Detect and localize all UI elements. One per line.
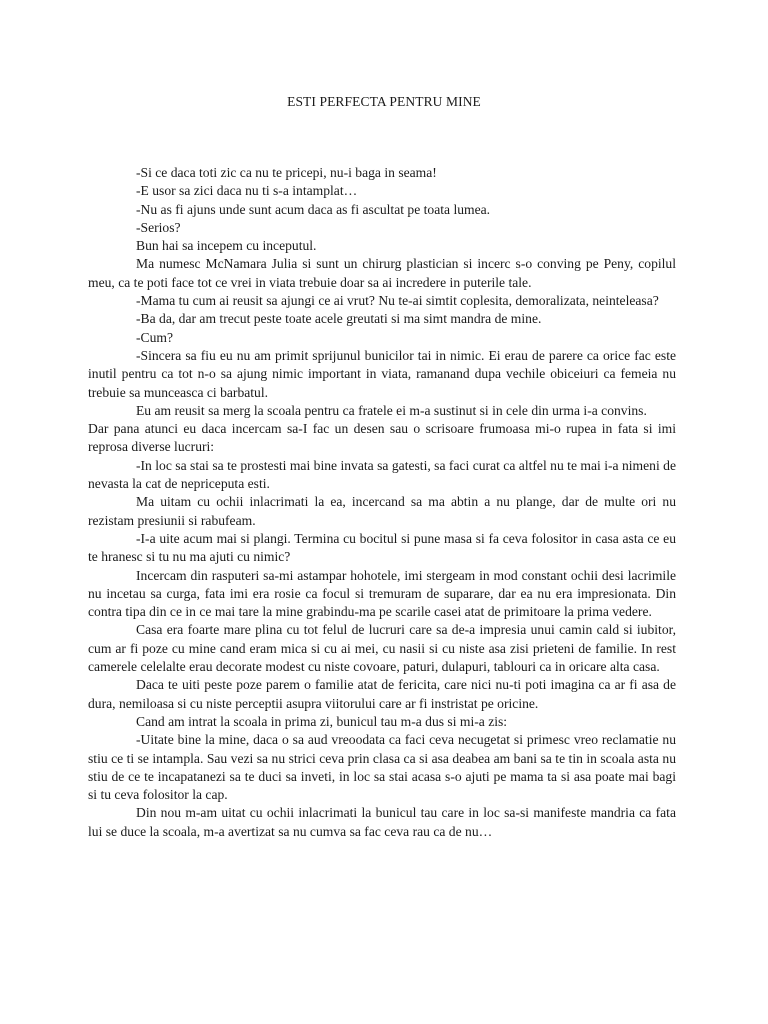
paragraph: -Si ce daca toti zic ca nu te pricepi, nu-i baga in seama!	[136, 165, 437, 180]
paragraph: -Uitate bine la mine, daca o sa aud vreoodata ca faci ceva necugetat si primesc vreo reclamatie nu stiu ce ti se intampla. Sau vezi sa nu strici ceva prin clasa ca si asa deabea am bani sa te tin in scoala asta nu stiu de ce te incapatanezi sa te duci sa inveti, in loc sa stai acasa s-o ajuti pe mama ta si asa poate mai bagi si tu ceva folositor la cap.	[88, 732, 676, 803]
paragraph: -Serios?	[136, 219, 181, 235]
document-title: ESTI PERFECTA PENTRU MINE	[287, 94, 481, 109]
paragraph: -Cum?	[136, 329, 173, 345]
paragraph: -Ba da, dar am trecut peste toate acele greutati si ma simt mandra de mine.	[136, 311, 542, 327]
paragraph: Din nou m-am uitat cu ochii inlacrimati la bunicul tau care in loc sa-si manifeste mandria ca fata lui se duce la scoala, m-a avertizat sa nu cumva sa fac ceva rau ca de nu…	[88, 805, 676, 839]
paragraph: Daca te uiti peste poze parem o familie atat de fericita, care nici nu-ti poti imagina ca ar fi asa de dura, nemiloasa si cu niste perceptii asupra viitorului care ar fi instristat pe oricine.	[88, 677, 676, 711]
paragraph: Cand am intrat la scoala in prima zi, bunicul tau m-a dus si mi-a zis:	[136, 713, 508, 729]
paragraph: -I-a uite acum mai si plangi. Termina cu bocitul si pune masa si fa ceva folositor in casa asta ce eu te hranesc si tu nu ma ajuti cu nimic?	[88, 530, 676, 565]
paragraph: Ma uitam cu ochii inlacrimati la ea, incercand sa ma abtin a nu plange, dar de multe ori nu rezistam presiunii si rabufeam.	[88, 494, 676, 528]
paragraph: -Mama tu cum ai reusit sa ajungi ce ai vrut? Nu te-ai simtit coplesita, demoralizata, neinteleasa?	[136, 293, 659, 309]
paragraph: Ma numesc McNamara Julia si sunt un chirurg plastician si incerc s-o conving pe Peny, copilul meu, ca te poti face tot ce vrei in viata trebuie doar sa ai incredere in puterile tale.	[88, 256, 676, 290]
document-body	[88, 164, 676, 841]
paragraph: -E usor sa zici daca nu ti s-a intamplat…	[136, 183, 358, 199]
paragraph: -Sincera sa fiu eu nu am primit sprijunul bunicilor tai in nimic. Ei erau de parere ca orice fac este inutil pentru ca tot n-o sa ajung nimic important in viata, ramanand dupa vechile obiceiuri ca femeia nu trebuie sa munceasca ci barbatul.	[88, 347, 676, 400]
paragraph: -Nu as fi ajuns unde sunt acum daca as fi ascultat pe toata lumea.	[136, 201, 491, 217]
paragraph: -In loc sa stai sa te prostesti mai bine invata sa gatesti, sa faci curat ca altfel nu te mai i-a nimeni de nevasta la cat de nepriceputa esti.	[88, 457, 676, 492]
paragraph: Casa era foarte mare plina cu tot felul de lucruri care sa de-a impresia unui camin cald si iubitor, cum ar fi poze cu mine cand eram mica si cu ai mei, cu nasii si cu niste asa zisi prieteni de familie. In rest camerele celelalte erau decorate modest cu niste covoare, paturi, dulapuri, tablouri ca in oricare alta casa.	[88, 622, 676, 675]
paragraph: Incercam din rasputeri sa-mi astampar hohotele, imi stergeam in mod constant ochii desi lacrimile nu incetau sa curga, fata imi era rosie ca focul si tremuram de suparare, dar ea nu era impresionata. Din contra tipa din ce in ce mai tare la mine grabindu-ma pe scarile casei atat de primitoare la prima vedere.	[88, 567, 676, 620]
paragraph: Bun hai sa incepem cu inceputul.	[136, 238, 317, 254]
paragraph: Eu am reusit sa merg la scoala pentru ca fratele ei m-a sustinut si in cele din urma i-a convins.	[136, 402, 647, 418]
paragraph: Dar pana atunci eu daca incercam sa-I fac un desen sau o scrisoare frumoasa mi-o rupea in fata si imi reprosa diverse lucruri:	[88, 421, 676, 455]
